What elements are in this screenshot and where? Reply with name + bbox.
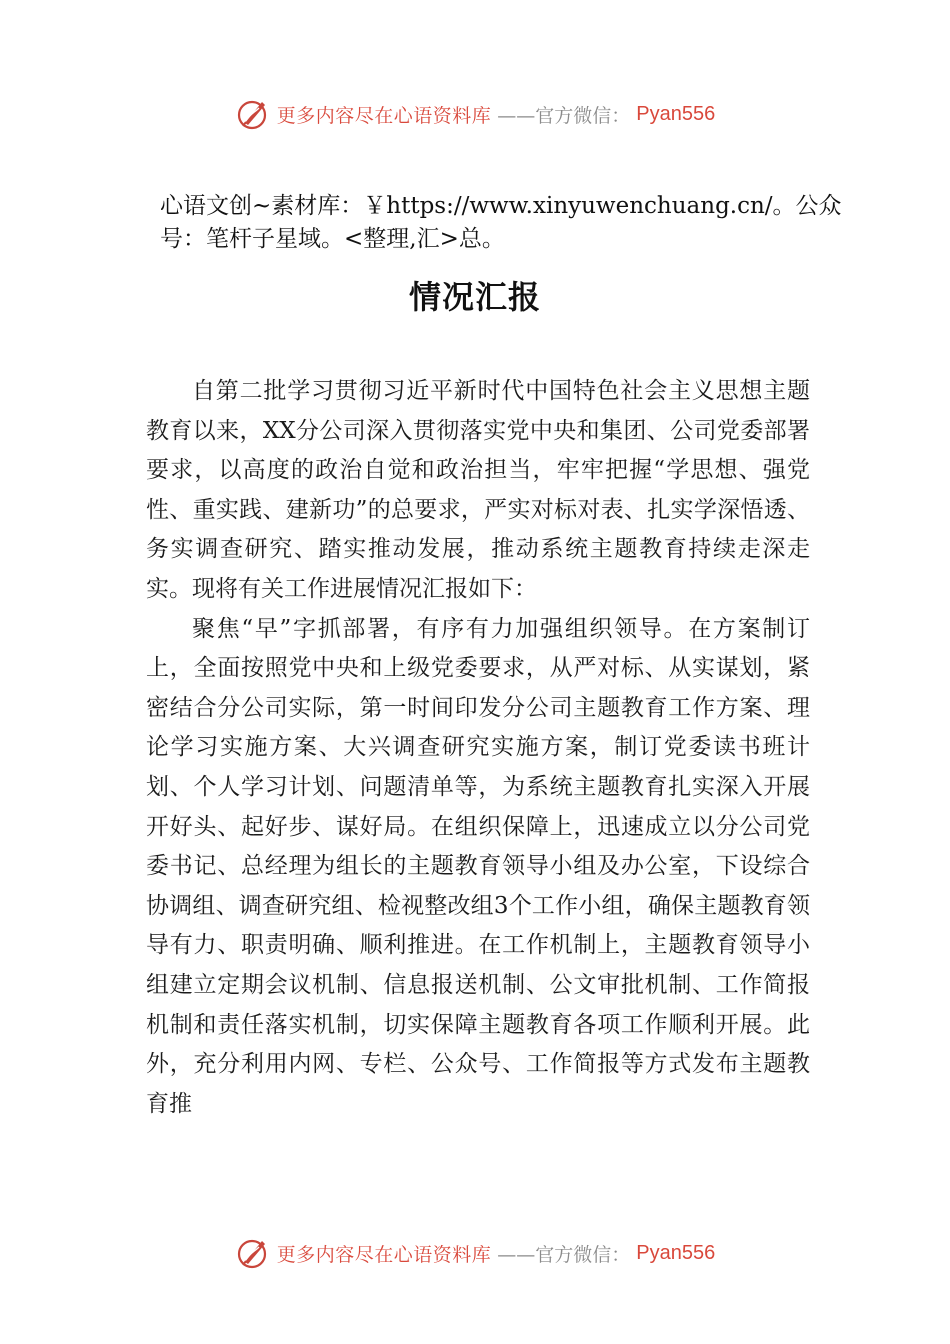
document-body: [146, 372, 810, 1124]
quill-logo-icon: [235, 1235, 271, 1271]
quill-logo-icon: [235, 96, 271, 132]
banner-main-text: 更多内容尽在心语资料库: [276, 104, 492, 127]
banner-wechat-id: Pyan556: [636, 1241, 716, 1264]
paragraph-intro: 自第二批学习贯彻习近平新时代中国特色社会主义思想主题教育以来，XX分公司深入贯彻落实党中央和集团、公司党委部署要求，以高度的政治自觉和政治担当，牢牢把握“学思想、强党性、重实践、建新功”的总要求，严实对标对表、扎实学深悟透、务实调查研究、踏实推动发展，推动系统主题教育持续走深走实。现将有关工作进展情况汇报如下：: [146, 378, 810, 602]
header-banner: [0, 96, 950, 132]
source-note: 心语文创~素材库：￥https://www.xinyuwenchuang.cn/。公众号：笔杆子星域。<整理,汇>总。: [160, 193, 842, 252]
banner-sub-text: ——官方微信：: [497, 1243, 631, 1266]
banner-main-text: 更多内容尽在心语资料库: [276, 1243, 492, 1266]
page-title: 情况汇报: [408, 278, 541, 316]
banner-wechat-id: Pyan556: [636, 102, 716, 125]
footer-banner: [0, 1235, 950, 1271]
paragraph-deployment: 聚焦“早”字抓部署，有序有力加强组织领导。在方案制订上，全面按照党中央和上级党委要求，从严对标、从实谋划，紧密结合分公司实际，第一时间印发分公司主题教育工作方案、理论学习实施方案、大兴调查研究实施方案，制订党委读书班计划、个人学习计划、问题清单等，为系统主题教育扎实深入开展开好头、起好步、谋好局。在组织保障上，迅速成立以分公司党委书记、总经理为组长的主题教育领导小组及办公室，下设综合协调组、调查研究组、检视整改组3个工作小组，确保主题教育领导有力、职责明确、顺利推进。在工作机制上，主题教育领导小组建立定期会议机制、信息报送机制、公文审批机制、工作简报机制和责任落实机制，切实保障主题教育各项工作顺利开展。此外，充分利用内网、专栏、公众号、工作简报等方式发布主题教育推: [146, 615, 810, 1117]
banner-sub-text: ——官方微信：: [497, 104, 631, 127]
